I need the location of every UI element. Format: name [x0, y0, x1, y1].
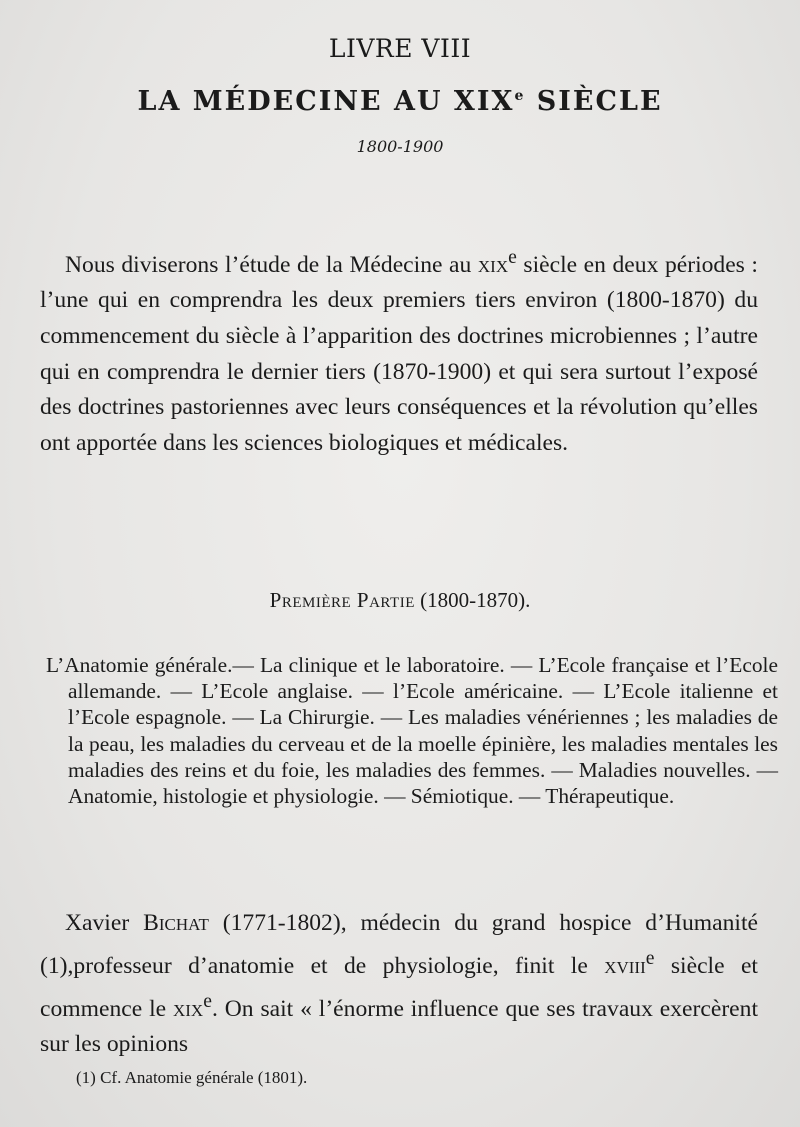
bichat-century-18: xviii: [604, 952, 646, 979]
chapter-title-start: LA MÉDECINE AU XIX: [137, 86, 515, 117]
bichat-first-name: Xavier: [65, 910, 144, 936]
bichat-text-3: . On sait « l’énorme influence que ses travaux exercèrent sur les opinions: [40, 995, 758, 1057]
bichat-paragraph: [40, 906, 758, 1062]
part-heading: [0, 588, 800, 613]
intro-paragraph: [40, 240, 758, 461]
chapter-dates: 1800-1900: [356, 137, 444, 156]
bichat-century-19: xix: [172, 995, 204, 1022]
bichat-surname: Bichat: [143, 910, 209, 936]
book-title: LIVRE VIII: [328, 34, 472, 63]
bichat-century-19-superscript: e: [203, 989, 212, 1012]
footnote: (1) Cf. Anatomie générale (1801).: [76, 1068, 308, 1087]
chapter-title-superscript: e: [514, 88, 526, 104]
part-heading-label: Première Partie: [269, 588, 415, 612]
chapter-title: [0, 86, 800, 117]
bichat-century-18-superscript: e: [645, 947, 655, 969]
intro-century-superscript: e: [508, 246, 517, 268]
bichat-text-1: (1771-1802), médecin du grand hospice d’Humanité (1),professeur d’anatomie et de physiologie, finit le: [40, 910, 758, 979]
section-summary: L’Anatomie générale.— La clinique et le laboratoire. — L’Ecole française et l’Ecole allemande. — L’Ecole anglaise. — l’Ecole américaine. — L’Ecole italienne et l’Ecole espagnole. — La Chirurgie. — Les maladies vénériennes ; les maladies de la peau, les maladies du cerveau et de la moelle épinière, les maladies mentales les maladies des reins et du foie, les maladies des femmes. — Maladies nouvelles. — Anatomie, histologie et physiologie. — Sémiotique. — Thérapeutique.: [46, 653, 778, 809]
intro-century: xix: [477, 251, 509, 278]
chapter-title-end: SIÈCLE: [525, 86, 663, 117]
intro-text-start: Nous diviserons l’étude de la Médecine au: [65, 251, 478, 278]
part-heading-range: (1800-1870).: [414, 588, 531, 612]
bichat-text-2: siècle et commence le: [40, 952, 758, 1022]
intro-text-end: siècle en deux périodes : l’une qui en comprendra les deux premiers tiers environ (1800-1870) du commencement du siècle à l’apparition des doctrines microbiennes ; l’autre qui en comprendra le dernier tiers (1870-1900) et qui sera surtout l’exposé des doctrines pastoriennes avec leurs conséquences et la révolution qu’elles ont apportée dans les sciences biologiques et médicales.: [40, 251, 758, 456]
